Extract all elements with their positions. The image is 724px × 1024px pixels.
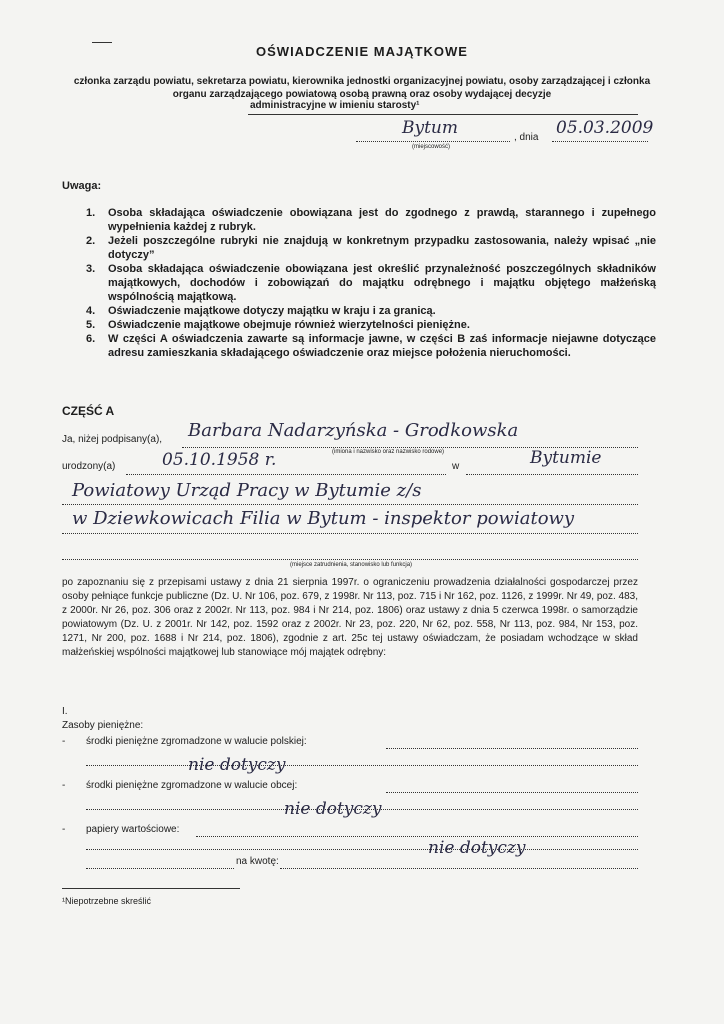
- note-item: 1. Osoba składająca oświadczenie obowiązana jest do zgodnego z prawdą, starannego i zupełnego wypełnienia każdej z rubryk.: [86, 207, 656, 233]
- bullet-dash: -: [62, 736, 66, 747]
- date-handwritten: 05.03.2009: [556, 118, 654, 138]
- note-item: 3. Osoba składająca oświadczenie obowiązana jest określić przynależność poszczególnych składników majątkowych, dochodów i zobowiązań do majątku odrębnego i majątku objętego małżeńską wspólnością majątkową.: [86, 263, 656, 303]
- born-label: urodzony(a): [62, 461, 116, 472]
- signer-name-handwritten: Barbara Nadarzyńska - Grodkowska: [188, 420, 519, 441]
- note-item: 2. Jeżeli poszczególne rubryki nie znajdują w konkretnym przypadku zastosowania, należy wpisać „nie dotyczy”: [86, 235, 656, 261]
- born-in-label: w: [452, 461, 460, 472]
- employment-line-2: w Dziewkowicach Filia w Bytum - inspektor powiatowy: [72, 508, 575, 529]
- notes-list: [86, 206, 656, 360]
- pln-dotted-line-2: [86, 764, 638, 766]
- pln-label: środki pieniężne zgromadzone w walucie polskiej:: [86, 736, 307, 747]
- name-caption: (imiona i nazwisko oraz nazwisko rodowe): [332, 449, 445, 455]
- securities-dotted-line-2: [86, 848, 638, 850]
- securities-label: papiery wartościowe:: [86, 824, 180, 835]
- intro-underline: [248, 114, 638, 115]
- note-item: 6. W części A oświadczenia zawarte są informacje jawne, w części B zaś informacje niejawne dotyczące adresu zamieszkania składającego oświadczenie oraz miejsce położenia nieruchomości.: [86, 333, 656, 359]
- footnote-rule: [62, 888, 240, 889]
- uwaga-label: Uwaga:: [62, 180, 102, 192]
- place-caption: (miejscowość): [412, 144, 451, 150]
- note-item: 4. Oświadczenie majątkowe dotyczy majątku w kraju i za granicą.: [86, 305, 436, 317]
- pln-value-handwritten: nie dotyczy: [188, 755, 286, 775]
- employment-dotted-line-1: [62, 503, 638, 505]
- securities-value-handwritten: nie dotyczy: [428, 838, 526, 858]
- intro-admin-text: administracyjne w imieniu starosty¹: [250, 100, 420, 111]
- bullet-dash: -: [62, 824, 66, 835]
- signer-label: Ja, niżej podpisany(a),: [62, 434, 163, 445]
- securities-dotted-line-1: [196, 835, 638, 837]
- amount-dotted-line-left: [86, 867, 234, 869]
- note-item: 5. Oświadczenie majątkowe obejmuje również wierzytelności pieniężne.: [86, 319, 470, 331]
- date-dotted-line: [552, 140, 648, 142]
- foreign-value-handwritten: nie dotyczy: [284, 799, 382, 819]
- place-handwritten: Bytum: [402, 118, 458, 138]
- legal-paragraph: po zapoznaniu się z przepisami ustawy z dnia 21 sierpnia 1997r. o ograniczeniu prowadzenia działalności gospodarczej przez osoby pełniące funkcje publiczne (Dz. U. Nr 106, poz. 679, z 1998r. Nr 113, poz. 715 i Nr 162, poz. 1126, z 1999r. Nr 49, poz. 483, z 2000r. Nr 26, poz. 306 oraz z 2002r. Nr 113, poz. 984 i Nr 214, poz. 1806) oraz ustawy z dnia 5 czerwca 1998r. o samorządzie powiatowym (Dz. U. z 2001r. Nr 142, poz. 1592 oraz z 2002r. Nr 23, poz. 220, Nr 62, poz. 558, Nr 113, poz. 984, Nr 153, poz. 1271, Nr 200, poz. 1688 i Nr 214, poz. 1806), zgodnie z art. 25c tej ustawy oświadczam, że posiadam wchodzące w skład małżeńskiej wspólności majątkowej lub stanowiące mój majątek odrębny:: [62, 577, 638, 658]
- pln-dotted-line-1: [386, 747, 638, 749]
- foreign-label: środki pieniężne zgromadzone w walucie obcej:: [86, 780, 298, 791]
- employment-line-1: Powiatowy Urząd Pracy w Bytumie z/s: [72, 480, 422, 501]
- roman-one: I.: [62, 706, 68, 717]
- born-place-dotted-line: [466, 473, 638, 475]
- born-place-handwritten: Bytumie: [530, 448, 602, 468]
- bullet-dash: -: [62, 780, 66, 791]
- foreign-dotted-line-1: [386, 791, 638, 793]
- amount-label: na kwotę:: [236, 856, 279, 867]
- employment-caption: (miejsce zatrudnienia, stanowisko lub funkcja): [290, 562, 413, 568]
- employment-dotted-line-2: [62, 532, 638, 534]
- born-date-handwritten: 05.10.1958 r.: [162, 450, 277, 470]
- born-date-dotted-line: [126, 473, 446, 475]
- top-dash: [92, 42, 112, 43]
- intro-text: członka zarządu powiatu, sekretarza powiatu, kierownika jednostki organizacyjnej powiatu, osoby zarządzającej i członka organu zarządzającego powiatową osobą prawną oraz osoby wydającej decyzje: [73, 76, 651, 100]
- date-label: , dnia: [514, 132, 539, 143]
- amount-dotted-line: [280, 867, 638, 869]
- employment-dotted-line-3: [62, 558, 638, 560]
- footnote: ¹Niepotrzebne skreślić: [62, 896, 152, 906]
- resources-label: Zasoby pieniężne:: [62, 720, 144, 731]
- section-a-heading: CZĘŚĆ A: [62, 404, 115, 418]
- place-dotted-line: [356, 140, 510, 142]
- document-title: OŚWIADCZENIE MAJĄTKOWE: [256, 44, 468, 59]
